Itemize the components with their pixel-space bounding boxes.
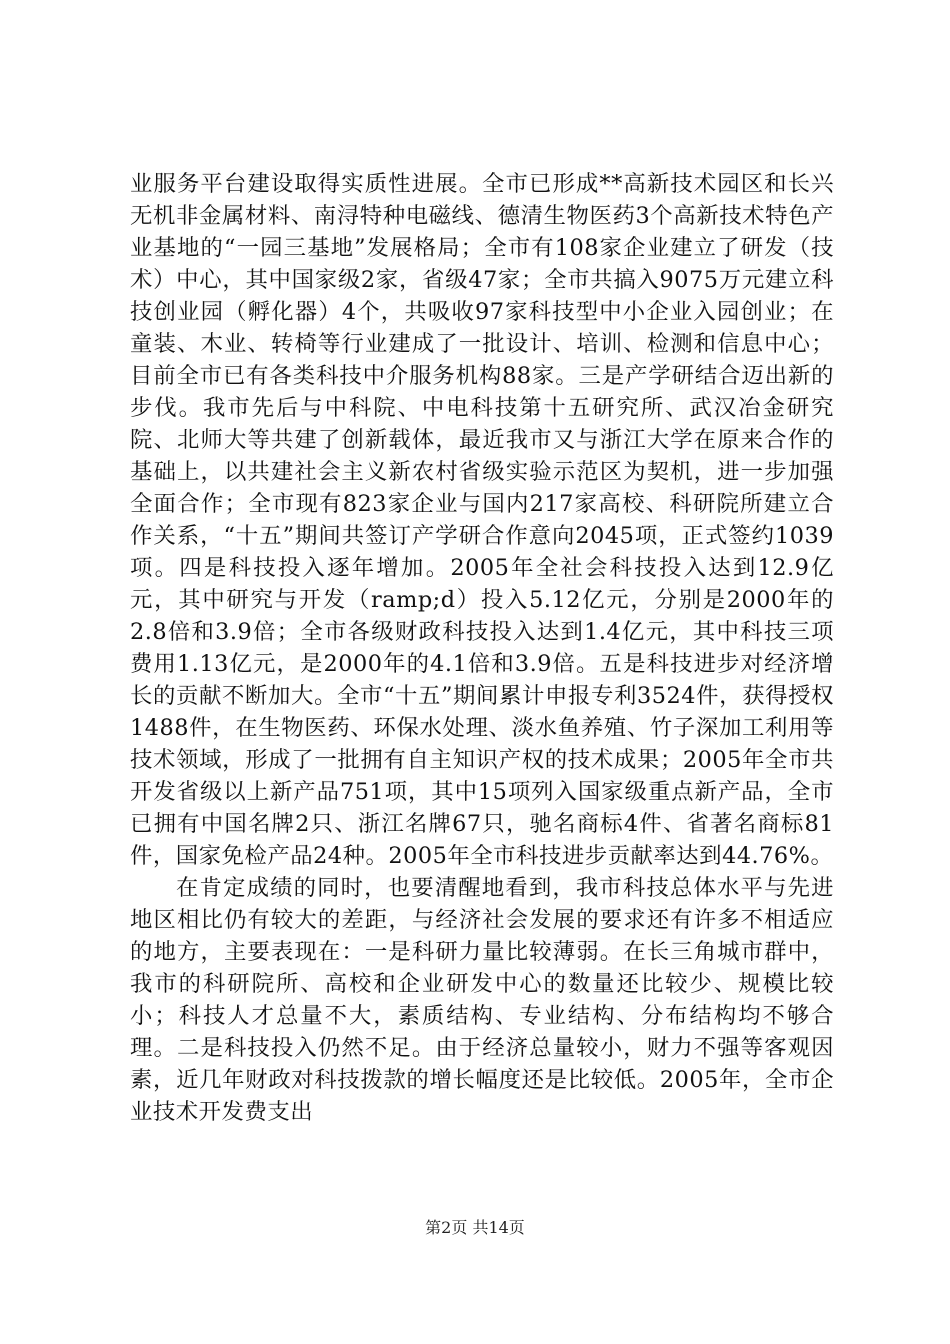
document-body — [130, 168, 834, 1128]
page-footer: 第2页 共14页 — [425, 1218, 525, 1237]
paragraph-1: 业服务平台建设取得实质性进展。全市已形成**高新技术园区和长兴无机非金属材料、南浔特种电磁线、德清生物医药3个高新技术特色产业基地的“一园三基地”发展格局；全市有108家企业建立了研发（技术）中心，其中国家级2家，省级47家；全市共搞入9075万元建立科技创业园（孵化器）4个，共吸收97家科技型中小企业入园创业；在童装、木业、转椅等行业建成了一批设计、培训、检测和信息中心；目前全市已有各类科技中介服务机构88家。三是产学研结合迈出新的步伐。我市先后与中科院、中电科技第十五研究所、武汉冶金研究院、北师大等共建了创新载体，最近我市又与浙江大学在原来合作的基础上，以共建社会主义新农村省级实验示范区为契机，进一步加强全面合作；全市现有823家企业与国内217家高校、科研院所建立合作关系，“十五”期间共签订产学研合作意向2045项，正式签约1039项。四是科技投入逐年增加。2005年全社会科技投入达到12.9亿元，其中研究与开发（ramp;d）投入5.12亿元，分别是2000年的2.8倍和3.9倍；全市各级财政科技投入达到1.4亿元，其中科技三项费用1.13亿元，是2000年的4.1倍和3.9倍。五是科技进步对经济增长的贡献不断加大。全市“十五”期间累计申报专利3524件，获得授权1488件，在生物医药、环保水处理、淡水鱼养殖、竹子深加工利用等技术领域，形成了一批拥有自主知识产权的技术成果；2005年全市共开发省级以上新产品751项，其中15项列入国家级重点新产品，全市已拥有中国名牌2只、浙江名牌67只，驰名商标4件、省著名商标81件，国家免检产品24种。2005年全市科技进步贡献率达到44.76%。 — [130, 171, 834, 869]
paragraph-2: 在肯定成绩的同时，也要清醒地看到，我市科技总体水平与先进地区相比仍有较大的差距，与经济社会发展的要求还有许多不相适应的地方，主要表现在：一是科研力量比较薄弱。在长三角城市群中，我市的科研院所、高校和企业研发中心的数量还比较少、规模比较小；科技人才总量不大，素质结构、专业结构、分布结构均不够合理。二是科技投入仍然不足。由于经济总量较小，财力不强等客观因素，近几年财政对科技拨款的增长幅度还是比较低。2005年，全市企业技术开发费支出 — [130, 875, 834, 1125]
